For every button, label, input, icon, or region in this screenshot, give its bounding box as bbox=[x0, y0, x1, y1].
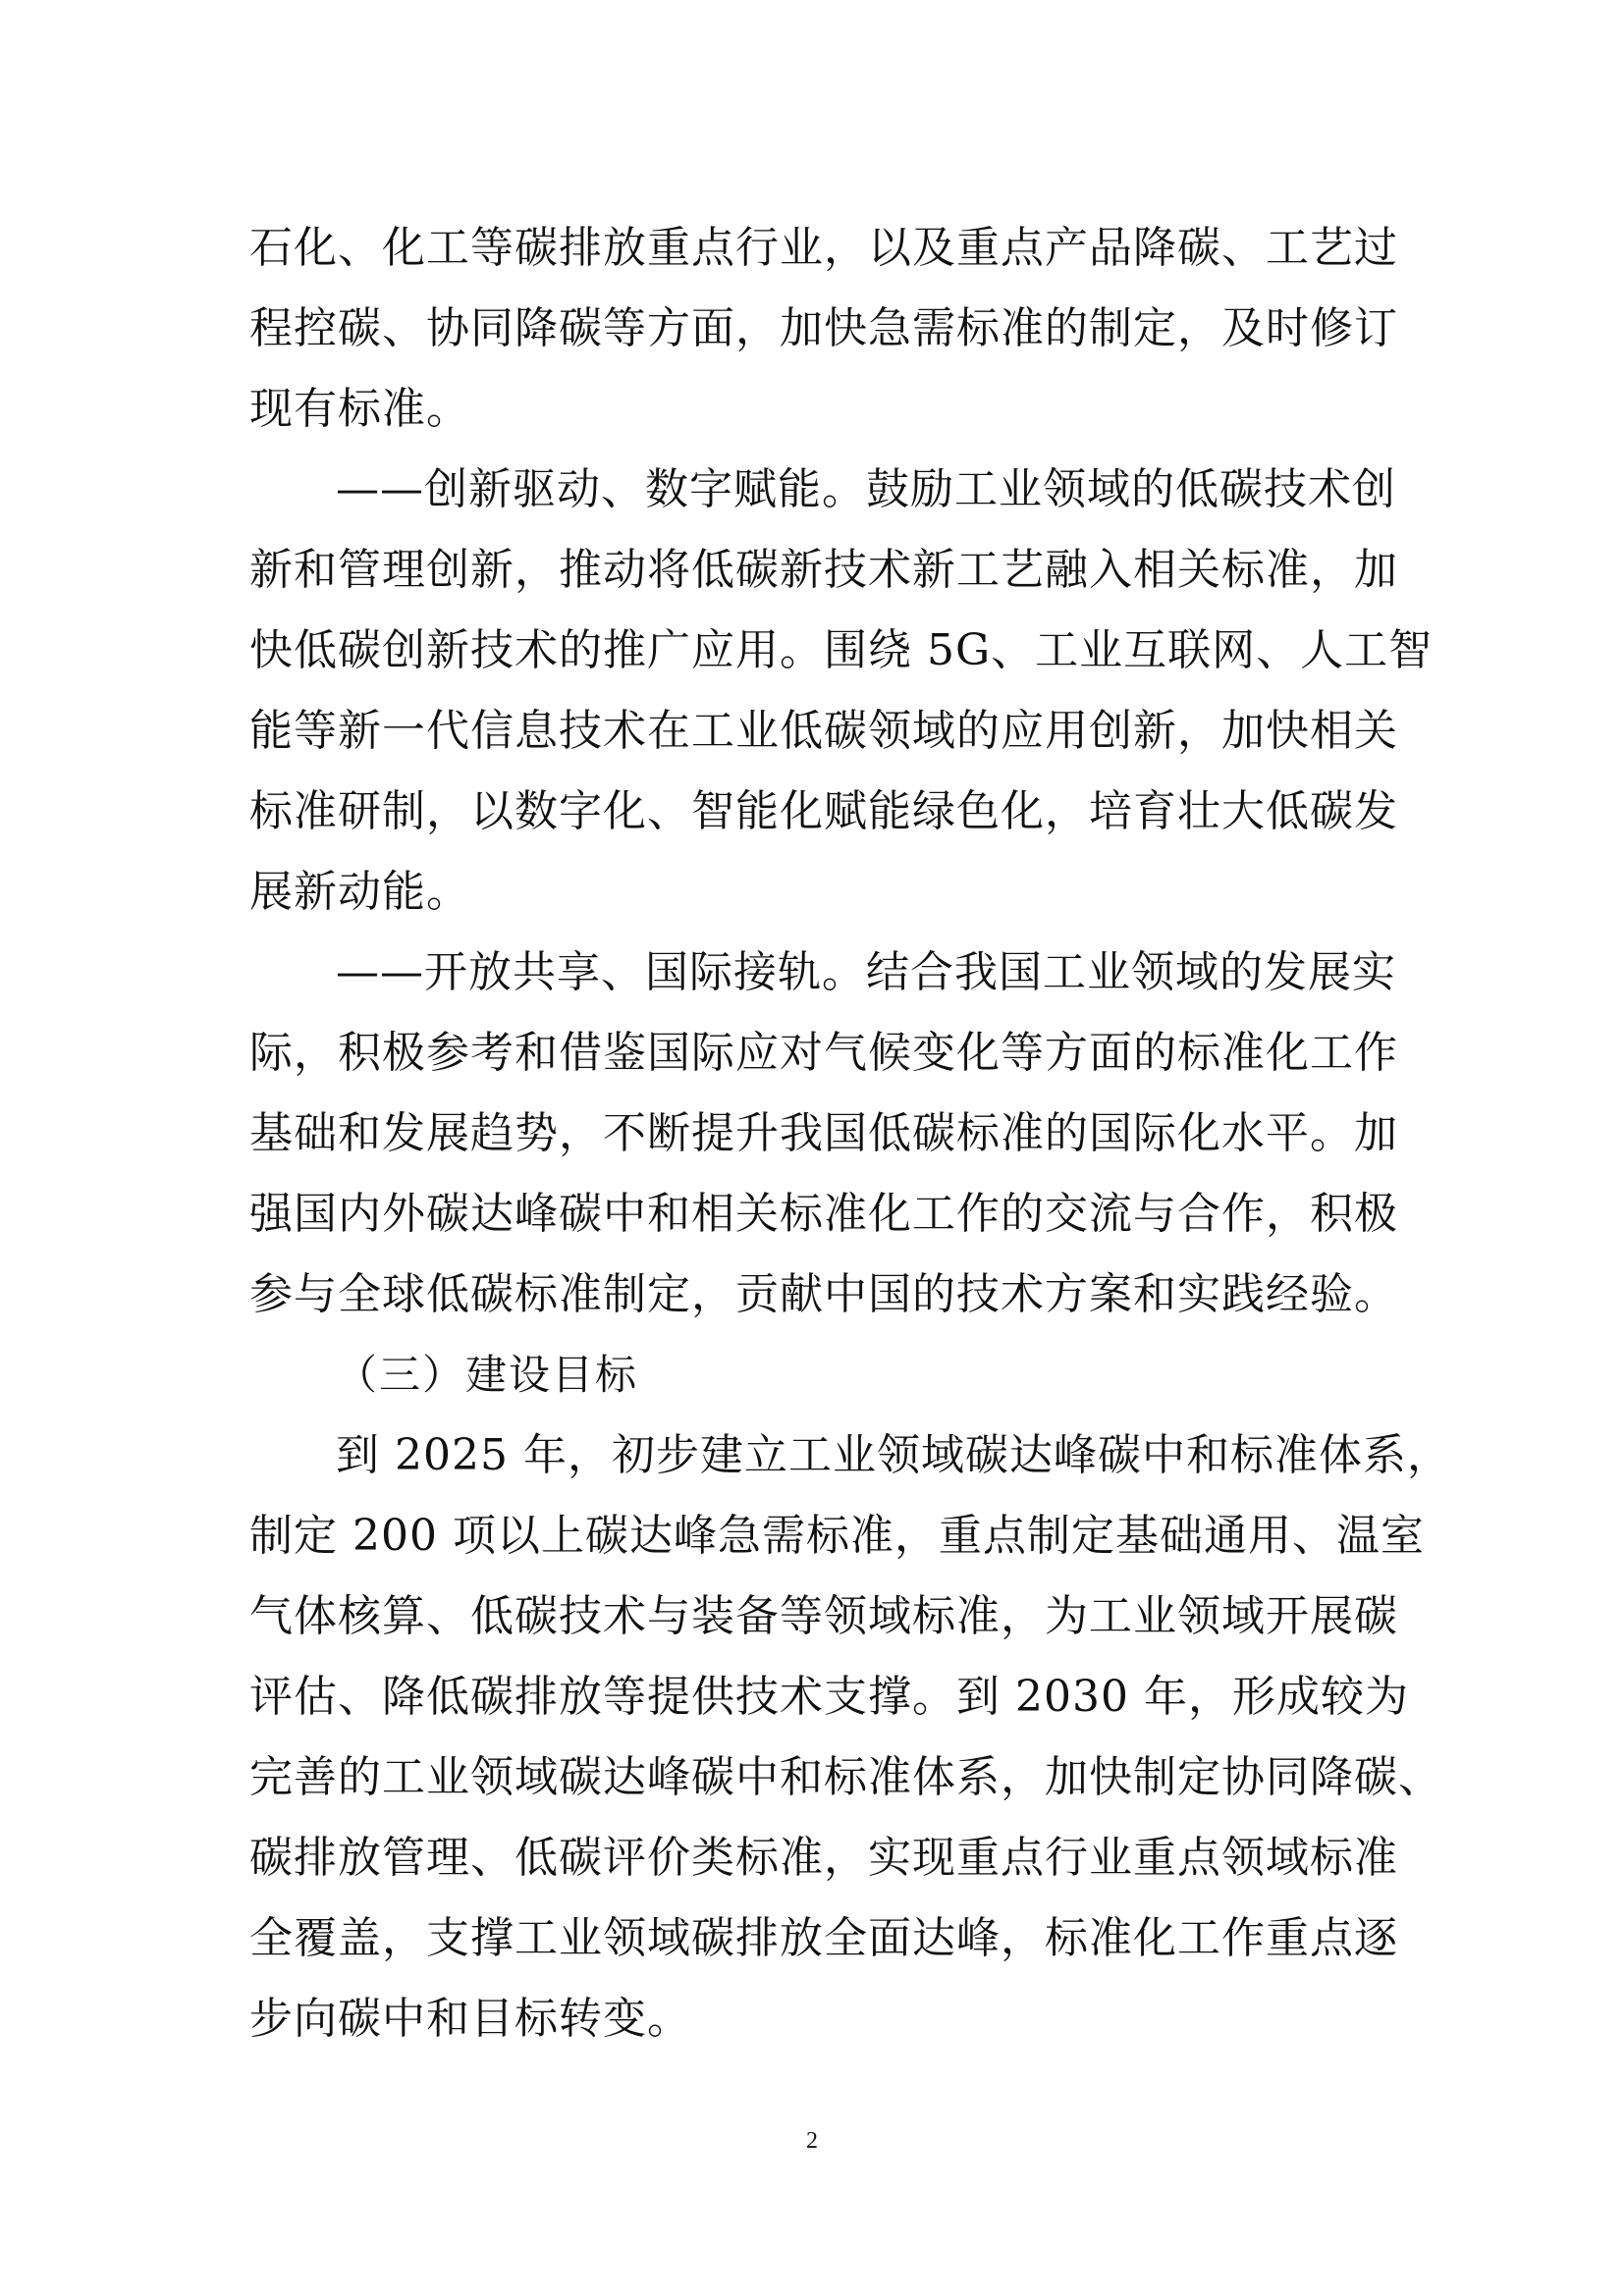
text-line: 气体核算、低碳技术与装备等领域标准，为工业领域开展碳 bbox=[249, 1591, 1398, 1641]
body-text bbox=[249, 208, 1451, 2059]
paragraph-goals bbox=[249, 1415, 1451, 2059]
page-number: 2 bbox=[806, 2128, 818, 2154]
text-line: 标准研制，以数字化、智能化赋能绿色化，培育壮大低碳发 bbox=[249, 786, 1398, 836]
text-line: 完善的工业领域碳达峰碳中和标准体系，加快制定协同降碳、 bbox=[249, 1752, 1442, 1802]
paragraph-open-international bbox=[249, 933, 1398, 1335]
text-line: 基础和发展趋势，不断提升我国低碳标准的国际化水平。加 bbox=[249, 1108, 1398, 1158]
text-line: 新和管理创新，推动将低碳新技术新工艺融入相关标准，加 bbox=[249, 545, 1398, 595]
text-line: 评估、降低碳排放等提供技术支撑。到 2030 年，形成较为 bbox=[249, 1672, 1409, 1722]
section-heading: （三）建设目标 bbox=[336, 1351, 639, 1399]
text-line: 到 2025 年，初步建立工业领域碳达峰碳中和标准体系， bbox=[336, 1430, 1451, 1480]
text-line: ——创新驱动、数字赋能。鼓励工业领域的低碳技术创 bbox=[336, 464, 1396, 514]
text-line: 步向碳中和目标转变。 bbox=[249, 1994, 691, 2044]
text-line: 现有标准。 bbox=[249, 384, 470, 434]
text-line: 全覆盖，支撑工业领域碳排放全面达峰，标准化工作重点逐 bbox=[249, 1913, 1398, 1963]
text-line: 碳排放管理、低碳评价类标准，实现重点行业重点领域标准 bbox=[249, 1833, 1398, 1883]
text-line: 快低碳创新技术的推广应用。围绕 5G、工业互联网、人工智 bbox=[249, 625, 1434, 675]
paragraph-innovation-digital bbox=[249, 450, 1434, 933]
text-line: ——开放共享、国际接轨。结合我国工业领域的发展实 bbox=[336, 947, 1396, 997]
text-line: 能等新一代信息技术在工业低碳领域的应用创新，加快相关 bbox=[249, 706, 1398, 756]
paragraph-standards-formulation bbox=[249, 208, 1398, 450]
text-line: 石化、化工等碳排放重点行业，以及重点产品降碳、工艺过 bbox=[249, 223, 1398, 273]
text-line: 际，积极参考和借鉴国际应对气候变化等方面的标准化工作 bbox=[249, 1028, 1398, 1078]
text-line: 制定 200 项以上碳达峰急需标准，重点制定基础通用、温室 bbox=[249, 1511, 1425, 1561]
text-line: 展新动能。 bbox=[249, 867, 470, 917]
text-line: 强国内外碳达峰碳中和相关标准化工作的交流与合作，积极 bbox=[249, 1189, 1398, 1239]
text-line: 程控碳、协同降碳等方面，加快急需标准的制定，及时修订 bbox=[249, 303, 1398, 353]
text-line: 参与全球低碳标准制定，贡献中国的技术方案和实践经验。 bbox=[249, 1269, 1398, 1319]
